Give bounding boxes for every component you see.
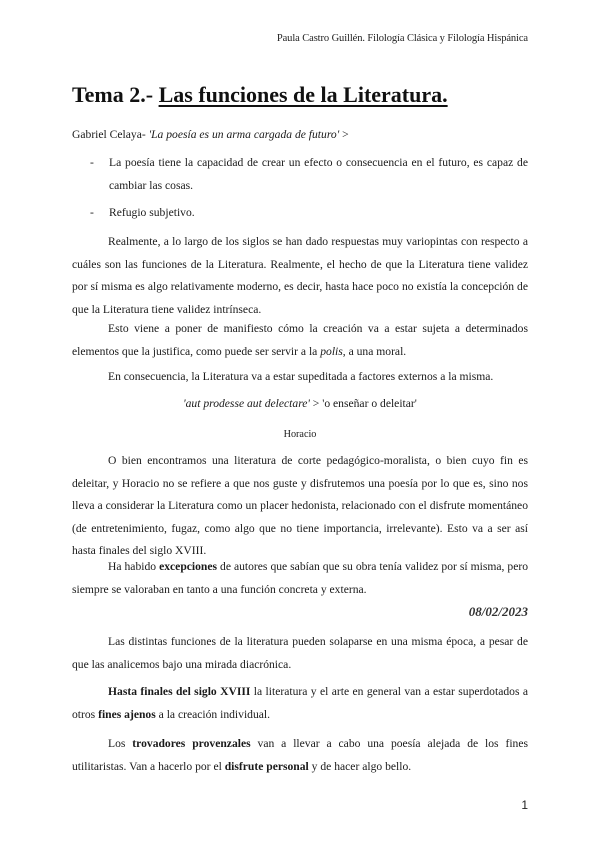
paragraph-7 (72, 681, 528, 726)
p5-text-b: de autores que sabían que su obra tenía validez por sí misma, pero siempre se valoraban en tanto a una función concreta y externa. (72, 560, 529, 596)
paragraph-8 (72, 733, 528, 778)
title-prefix: Tema 2.- (72, 82, 159, 107)
paragraph-5 (72, 556, 528, 601)
paragraph-6: Las distintas funciones de la literatura pueden solaparse en una misma época, a pesar de que las analicemos bajo una mirada diacrónica. (72, 635, 528, 671)
p8-text-c: y de hacer algo bello. (308, 759, 412, 773)
date-stamp: 08/02/2023 (468, 604, 528, 619)
paragraph-1: Realmente, a lo largo de los siglos se han dado respuestas muy variopintas con respecto a cuáles son las funciones de la Literatura. Realmente, el hecho de que la Literatura tiene validez por sí misma es algo relativamente moderno, es decir, hasta hace poco no existía la concepción de que la Literatura tiene validez intrínseca. (72, 235, 528, 316)
running-header: Paula Castro Guillén. Filología Clásica y Filología Hispánica (276, 33, 528, 44)
quote-line (72, 124, 528, 147)
latin-quote-text: 'aut prodesse aut delectare' (183, 397, 310, 410)
p8-text-a: Los (108, 737, 133, 750)
p8-bold-2: disfrute personal (224, 759, 309, 773)
p7-text-a: la literatura y el arte en general van a estar superdotados a otros (72, 685, 528, 721)
p8-bold-1: trovadores provenzales (132, 737, 251, 750)
bullet-item (90, 202, 528, 225)
p2-text-a: Esto viene a poner de manifiesto cómo la creación va a estar sujeta a determinados elementos que la justifica, como puede ser servir a la (72, 322, 528, 358)
latin-quote (72, 393, 528, 416)
bullet-text: Refugio subjetivo. (109, 206, 195, 219)
bullet-dash: - (90, 206, 94, 219)
page-number: 1 (521, 798, 528, 812)
p5-text-a: Ha habido (108, 560, 160, 573)
p7-bold-1: Hasta finales del siglo XVIII (108, 685, 251, 698)
paragraph-2 (72, 318, 528, 363)
quote-author: Gabriel Celaya- (72, 128, 149, 141)
quote-suffix: > (339, 128, 349, 141)
bullet-dash: - (90, 156, 94, 169)
p5-bold: excepciones (159, 560, 218, 573)
bullet-text: La poesía tiene la capacidad de crear un efecto o consecuencia en el futuro, es capaz de cambiar las cosas. (109, 156, 528, 192)
p7-bold-2: fines ajenos (98, 707, 156, 721)
p7-text-b: a la creación individual. (155, 707, 271, 721)
paragraph-3: En consecuencia, la Literatura va a estar supeditada a factores externos a la misma. (108, 370, 494, 383)
title-main: Las funciones de la Literatura. (158, 82, 448, 107)
quote-text: 'La poesía es un arma cargada de futuro' (148, 128, 340, 141)
latin-translation: > 'o enseñar o deleitar' (309, 397, 417, 410)
p2-emphasis: polis (320, 344, 343, 358)
p2-text-b: , a una moral. (342, 344, 407, 358)
paragraph-4: O bien encontramos una literatura de corte pedagógico-moralista, o bien cuyo fin es deleitar, y Horacio no se refiere a que nos guste y disfrutemos una poesía por lo que es, sino nos lleva a considerar la Literatura como un placer hedonista, relacionado con el disfrute momentáneo (de entretenimiento, fugaz, como algo que no tiene importancia, irrelevante). Esto va a ser así hasta finales del siglo XVIII. (72, 454, 528, 557)
bullet-item (90, 152, 528, 197)
page-title (72, 82, 448, 108)
attribution: Horacio (283, 429, 317, 440)
p8-text-b: van a llevar a cabo una poesía alejada de los fines utilitaristas. Van a hacerlo por el (72, 737, 528, 773)
